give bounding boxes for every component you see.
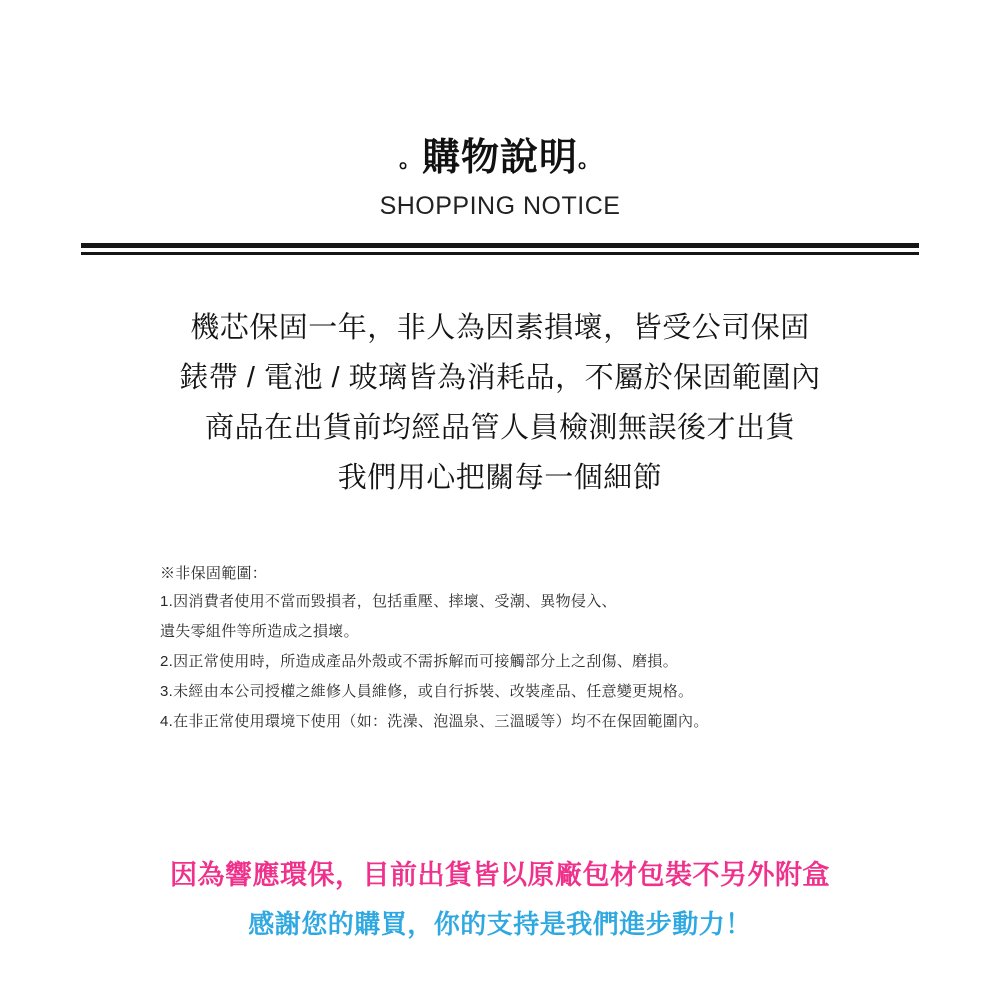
warranty-exclusions bbox=[160, 561, 880, 737]
main-statement-line: 錶帶 / 電池 / 玻璃皆為消耗品，不屬於保固範圍內 bbox=[179, 361, 821, 394]
page-title bbox=[0, 138, 1000, 180]
main-statement-line: 商品在出貨前均經品管人員檢測無誤後才出貨 bbox=[204, 411, 795, 444]
main-statement-line: 我們用心把關每一個細節 bbox=[337, 461, 663, 494]
decoration-left: 。 bbox=[398, 146, 422, 172]
footer-notes bbox=[0, 855, 1000, 943]
page-title-text: 購物說明 bbox=[421, 137, 578, 179]
warranty-exclusion-item: 1.因消費者使用不當而毀損者，包括重壓、摔壞、受潮、異物侵入、 bbox=[160, 592, 617, 610]
warranty-exclusion-item: 4.在非正常使用環境下使用（如：洗澡、泡溫泉、三溫暖等）均不在保固範圍內。 bbox=[160, 712, 709, 730]
divider bbox=[81, 243, 919, 255]
thank-you-note: 感謝您的購買，你的支持是我們進步動力！ bbox=[248, 909, 752, 939]
eco-packaging-note: 因為響應環保，目前出貨皆以原廠包材包裝不另外附盒 bbox=[170, 860, 830, 890]
warranty-exclusion-item: 遺失零組件等所造成之損壞。 bbox=[160, 622, 359, 640]
warranty-exclusion-item: 2.因正常使用時，所造成產品外殼或不需拆解而可接觸部分上之刮傷、磨損。 bbox=[160, 652, 679, 670]
decoration-right: 。 bbox=[578, 146, 602, 172]
main-statement-line: 機芯保固一年，非人為因素損壞，皆受公司保固 bbox=[190, 311, 810, 344]
divider-rule-thin bbox=[81, 252, 919, 255]
page-subtitle: SHOPPING NOTICE bbox=[379, 191, 621, 220]
main-statement-list bbox=[0, 303, 1000, 503]
warranty-exclusions-heading: ※非保固範圍： bbox=[160, 564, 268, 582]
page-header bbox=[0, 0, 1000, 221]
warranty-exclusion-item: 3.未經由本公司授權之維修人員維修，或自行拆裝、改裝產品、任意變更規格。 bbox=[160, 682, 694, 700]
